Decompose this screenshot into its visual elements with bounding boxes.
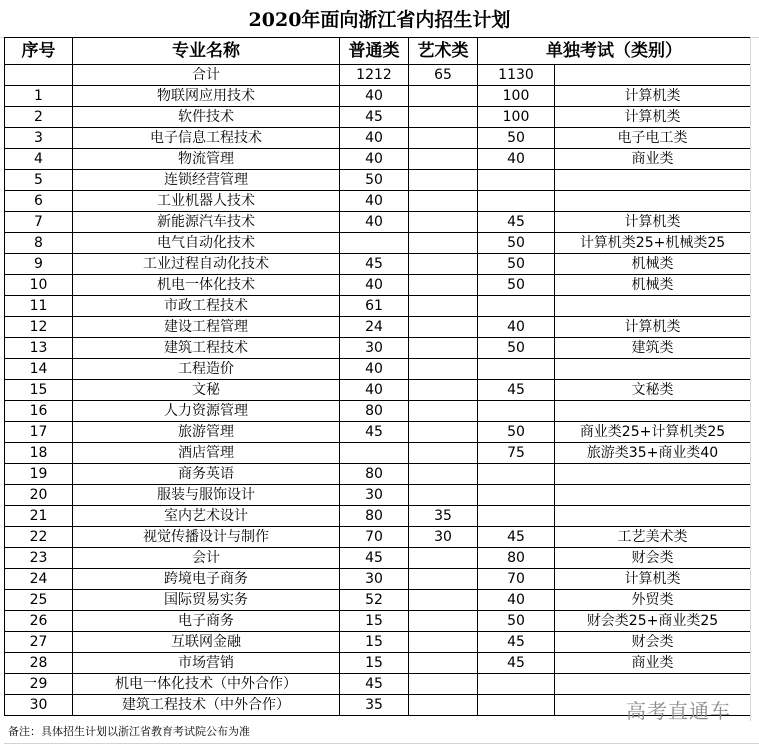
table-row bbox=[5, 485, 751, 506]
table-row bbox=[5, 359, 751, 380]
table-row bbox=[5, 569, 751, 590]
single-exam-category-cell: 计算机类 bbox=[555, 569, 751, 590]
general-cell: 45 bbox=[340, 548, 409, 569]
table-row bbox=[5, 86, 751, 107]
total-label: 合计 bbox=[73, 65, 340, 86]
general-cell: 40 bbox=[340, 86, 409, 107]
general-cell: 30 bbox=[340, 569, 409, 590]
major-cell: 人力资源管理 bbox=[73, 401, 340, 422]
major-cell: 电气自动化技术 bbox=[73, 233, 340, 254]
seq-cell: 28 bbox=[5, 653, 73, 674]
header-row bbox=[5, 38, 751, 65]
general-cell: 45 bbox=[340, 674, 409, 695]
art-cell bbox=[409, 128, 478, 149]
seq-cell: 10 bbox=[5, 275, 73, 296]
major-cell: 工业过程自动化技术 bbox=[73, 254, 340, 275]
single-exam-category-cell: 外贸类 bbox=[555, 590, 751, 611]
single-exam-category-cell: 计算机类 bbox=[555, 212, 751, 233]
table-row bbox=[5, 653, 751, 674]
art-cell bbox=[409, 275, 478, 296]
seq-cell: 18 bbox=[5, 443, 73, 464]
single-exam-category-cell bbox=[555, 191, 751, 212]
single-exam-category-cell bbox=[555, 170, 751, 191]
seq-cell: 12 bbox=[5, 317, 73, 338]
general-cell: 52 bbox=[340, 590, 409, 611]
seq-cell: 4 bbox=[5, 149, 73, 170]
single-exam-category-cell: 建筑类 bbox=[555, 338, 751, 359]
title-row bbox=[0, 0, 759, 38]
art-cell bbox=[409, 464, 478, 485]
major-cell: 互联网金融 bbox=[73, 632, 340, 653]
sheet-gridline bbox=[750, 37, 751, 721]
total-single: 1130 bbox=[478, 65, 555, 86]
single-exam-count-cell bbox=[478, 170, 555, 191]
single-exam-count-cell: 45 bbox=[478, 632, 555, 653]
table-row bbox=[5, 128, 751, 149]
seq-cell: 13 bbox=[5, 338, 73, 359]
seq-cell: 9 bbox=[5, 254, 73, 275]
art-cell: 35 bbox=[409, 506, 478, 527]
seq-cell: 7 bbox=[5, 212, 73, 233]
general-cell: 15 bbox=[340, 653, 409, 674]
single-exam-category-cell: 工艺美术类 bbox=[555, 527, 751, 548]
major-cell: 电子商务 bbox=[73, 611, 340, 632]
single-exam-count-cell: 45 bbox=[478, 212, 555, 233]
general-cell: 50 bbox=[340, 170, 409, 191]
general-cell: 15 bbox=[340, 632, 409, 653]
general-cell bbox=[340, 443, 409, 464]
single-exam-count-cell: 40 bbox=[478, 149, 555, 170]
art-cell bbox=[409, 569, 478, 590]
art-cell bbox=[409, 254, 478, 275]
general-cell: 30 bbox=[340, 485, 409, 506]
table-row bbox=[5, 464, 751, 485]
single-exam-count-cell: 45 bbox=[478, 380, 555, 401]
table-row bbox=[5, 317, 751, 338]
single-exam-count-cell: 45 bbox=[478, 527, 555, 548]
major-cell: 商务英语 bbox=[73, 464, 340, 485]
header-art: 艺术类 bbox=[409, 38, 478, 65]
single-exam-category-cell bbox=[555, 296, 751, 317]
single-exam-category-cell bbox=[555, 401, 751, 422]
major-cell: 国际贸易实务 bbox=[73, 590, 340, 611]
major-cell: 连锁经营管理 bbox=[73, 170, 340, 191]
single-exam-category-cell: 计算机类 bbox=[555, 317, 751, 338]
table-row bbox=[5, 674, 751, 695]
seq-cell: 27 bbox=[5, 632, 73, 653]
major-cell: 工业机器人技术 bbox=[73, 191, 340, 212]
seq-cell: 17 bbox=[5, 422, 73, 443]
total-seq-cell bbox=[5, 65, 73, 86]
seq-cell: 19 bbox=[5, 464, 73, 485]
general-cell: 40 bbox=[340, 359, 409, 380]
table-row bbox=[5, 443, 751, 464]
table-row bbox=[5, 401, 751, 422]
seq-cell: 15 bbox=[5, 380, 73, 401]
table-row bbox=[5, 191, 751, 212]
single-exam-category-cell: 机械类 bbox=[555, 254, 751, 275]
single-exam-count-cell bbox=[478, 359, 555, 380]
general-cell: 40 bbox=[340, 380, 409, 401]
general-cell: 45 bbox=[340, 107, 409, 128]
seq-cell: 11 bbox=[5, 296, 73, 317]
single-exam-category-cell bbox=[555, 464, 751, 485]
single-exam-category-cell bbox=[555, 674, 751, 695]
major-cell: 建筑工程技术（中外合作） bbox=[73, 695, 340, 716]
art-cell bbox=[409, 422, 478, 443]
single-exam-category-cell: 计算机类 bbox=[555, 107, 751, 128]
table-row bbox=[5, 590, 751, 611]
seq-cell: 30 bbox=[5, 695, 73, 716]
seq-cell: 16 bbox=[5, 401, 73, 422]
single-exam-category-cell: 文秘类 bbox=[555, 380, 751, 401]
art-cell bbox=[409, 443, 478, 464]
single-exam-count-cell bbox=[478, 485, 555, 506]
general-cell: 30 bbox=[340, 338, 409, 359]
single-exam-count-cell: 80 bbox=[478, 548, 555, 569]
single-exam-category-cell: 财会类25+商业类25 bbox=[555, 611, 751, 632]
table-row bbox=[5, 254, 751, 275]
watermark: 高考直通车 bbox=[626, 699, 731, 723]
single-exam-category-cell: 商业类25+计算机类25 bbox=[555, 422, 751, 443]
major-cell: 室内艺术设计 bbox=[73, 506, 340, 527]
art-cell bbox=[409, 611, 478, 632]
art-cell bbox=[409, 653, 478, 674]
art-cell bbox=[409, 380, 478, 401]
total-general: 1212 bbox=[340, 65, 409, 86]
seq-cell: 23 bbox=[5, 548, 73, 569]
single-exam-count-cell bbox=[478, 296, 555, 317]
seq-cell: 26 bbox=[5, 611, 73, 632]
table-row bbox=[5, 149, 751, 170]
single-exam-count-cell: 50 bbox=[478, 422, 555, 443]
art-cell bbox=[409, 170, 478, 191]
seq-cell: 22 bbox=[5, 527, 73, 548]
table-row bbox=[5, 380, 751, 401]
art-cell bbox=[409, 233, 478, 254]
header-single-exam: 单独考试（类别） bbox=[478, 38, 751, 65]
general-cell: 80 bbox=[340, 464, 409, 485]
art-cell bbox=[409, 485, 478, 506]
single-exam-count-cell: 50 bbox=[478, 128, 555, 149]
general-cell: 70 bbox=[340, 527, 409, 548]
single-exam-category-cell: 财会类 bbox=[555, 548, 751, 569]
general-cell: 40 bbox=[340, 275, 409, 296]
seq-cell: 2 bbox=[5, 107, 73, 128]
table-row bbox=[5, 506, 751, 527]
single-exam-count-cell bbox=[478, 506, 555, 527]
table-row bbox=[5, 275, 751, 296]
art-cell bbox=[409, 632, 478, 653]
major-cell: 机电一体化技术 bbox=[73, 275, 340, 296]
major-cell: 旅游管理 bbox=[73, 422, 340, 443]
general-cell: 40 bbox=[340, 191, 409, 212]
art-cell bbox=[409, 401, 478, 422]
single-exam-category-cell: 机械类 bbox=[555, 275, 751, 296]
header-general: 普通类 bbox=[340, 38, 409, 65]
single-exam-count-cell: 50 bbox=[478, 611, 555, 632]
major-cell: 酒店管理 bbox=[73, 443, 340, 464]
header-seq: 序号 bbox=[5, 38, 73, 65]
major-cell: 机电一体化技术（中外合作） bbox=[73, 674, 340, 695]
major-cell: 市政工程技术 bbox=[73, 296, 340, 317]
major-cell: 建设工程管理 bbox=[73, 317, 340, 338]
major-cell: 市场营销 bbox=[73, 653, 340, 674]
art-cell bbox=[409, 674, 478, 695]
single-exam-count-cell bbox=[478, 401, 555, 422]
seq-cell: 29 bbox=[5, 674, 73, 695]
single-exam-category-cell: 计算机类25+机械类25 bbox=[555, 233, 751, 254]
seq-cell: 6 bbox=[5, 191, 73, 212]
art-cell bbox=[409, 548, 478, 569]
general-cell: 45 bbox=[340, 422, 409, 443]
art-cell bbox=[409, 212, 478, 233]
major-cell: 软件技术 bbox=[73, 107, 340, 128]
major-cell: 视觉传播设计与制作 bbox=[73, 527, 340, 548]
art-cell bbox=[409, 149, 478, 170]
enrollment-plan-table bbox=[4, 37, 751, 716]
single-exam-count-cell: 50 bbox=[478, 233, 555, 254]
major-cell: 物联网应用技术 bbox=[73, 86, 340, 107]
table-row bbox=[5, 296, 751, 317]
table-row bbox=[5, 527, 751, 548]
page-title: 2020年面向浙江省内招生计划 bbox=[248, 9, 511, 31]
single-exam-category-cell: 计算机类 bbox=[555, 86, 751, 107]
single-exam-count-cell: 75 bbox=[478, 443, 555, 464]
general-cell: 61 bbox=[340, 296, 409, 317]
general-cell: 35 bbox=[340, 695, 409, 716]
general-cell: 40 bbox=[340, 212, 409, 233]
table-row bbox=[5, 548, 751, 569]
major-cell: 物流管理 bbox=[73, 149, 340, 170]
table-row bbox=[5, 632, 751, 653]
single-exam-count-cell bbox=[478, 191, 555, 212]
art-cell: 30 bbox=[409, 527, 478, 548]
major-cell: 会计 bbox=[73, 548, 340, 569]
general-cell: 45 bbox=[340, 254, 409, 275]
single-exam-count-cell bbox=[478, 674, 555, 695]
single-exam-category-cell: 电子电工类 bbox=[555, 128, 751, 149]
single-exam-count-cell: 50 bbox=[478, 275, 555, 296]
single-exam-count-cell: 40 bbox=[478, 590, 555, 611]
general-cell: 24 bbox=[340, 317, 409, 338]
single-exam-category-cell bbox=[555, 485, 751, 506]
total-row bbox=[5, 65, 751, 86]
table-row bbox=[5, 107, 751, 128]
major-cell: 建筑工程技术 bbox=[73, 338, 340, 359]
table-row bbox=[5, 233, 751, 254]
art-cell bbox=[409, 317, 478, 338]
general-cell: 40 bbox=[340, 149, 409, 170]
major-cell: 新能源汽车技术 bbox=[73, 212, 340, 233]
single-exam-count-cell: 45 bbox=[478, 653, 555, 674]
general-cell bbox=[340, 233, 409, 254]
art-cell bbox=[409, 107, 478, 128]
total-art: 65 bbox=[409, 65, 478, 86]
total-category bbox=[555, 65, 751, 86]
single-exam-count-cell: 70 bbox=[478, 569, 555, 590]
table-row bbox=[5, 170, 751, 191]
single-exam-category-cell bbox=[555, 359, 751, 380]
seq-cell: 3 bbox=[5, 128, 73, 149]
seq-cell: 24 bbox=[5, 569, 73, 590]
art-cell bbox=[409, 191, 478, 212]
table-row bbox=[5, 212, 751, 233]
single-exam-category-cell: 旅游类35+商业类40 bbox=[555, 443, 751, 464]
single-exam-category-cell bbox=[555, 506, 751, 527]
art-cell bbox=[409, 338, 478, 359]
single-exam-category-cell: 商业类 bbox=[555, 149, 751, 170]
single-exam-count-cell: 50 bbox=[478, 338, 555, 359]
art-cell bbox=[409, 359, 478, 380]
seq-cell: 5 bbox=[5, 170, 73, 191]
seq-cell: 20 bbox=[5, 485, 73, 506]
single-exam-count-cell: 100 bbox=[478, 107, 555, 128]
general-cell: 15 bbox=[340, 611, 409, 632]
seq-cell: 25 bbox=[5, 590, 73, 611]
art-cell bbox=[409, 590, 478, 611]
table-row bbox=[5, 338, 751, 359]
single-exam-category-cell: 商业类 bbox=[555, 653, 751, 674]
major-cell: 电子信息工程技术 bbox=[73, 128, 340, 149]
major-cell: 文秘 bbox=[73, 380, 340, 401]
single-exam-count-cell bbox=[478, 464, 555, 485]
art-cell bbox=[409, 86, 478, 107]
single-exam-category-cell: 财会类 bbox=[555, 632, 751, 653]
major-cell: 工程造价 bbox=[73, 359, 340, 380]
art-cell bbox=[409, 695, 478, 716]
footnote: 备注：具体招生计划以浙江省教育考试院公布为准 bbox=[4, 721, 759, 744]
header-major: 专业名称 bbox=[73, 38, 340, 65]
major-cell: 跨境电子商务 bbox=[73, 569, 340, 590]
seq-cell: 1 bbox=[5, 86, 73, 107]
major-cell: 服装与服饰设计 bbox=[73, 485, 340, 506]
seq-cell: 21 bbox=[5, 506, 73, 527]
table-row bbox=[5, 422, 751, 443]
single-exam-count-cell: 40 bbox=[478, 317, 555, 338]
single-exam-count-cell: 50 bbox=[478, 254, 555, 275]
art-cell bbox=[409, 296, 478, 317]
seq-cell: 14 bbox=[5, 359, 73, 380]
general-cell: 80 bbox=[340, 401, 409, 422]
seq-cell: 8 bbox=[5, 233, 73, 254]
general-cell: 40 bbox=[340, 128, 409, 149]
single-exam-count-cell bbox=[478, 695, 555, 716]
table-row bbox=[5, 611, 751, 632]
single-exam-count-cell: 100 bbox=[478, 86, 555, 107]
general-cell: 80 bbox=[340, 506, 409, 527]
